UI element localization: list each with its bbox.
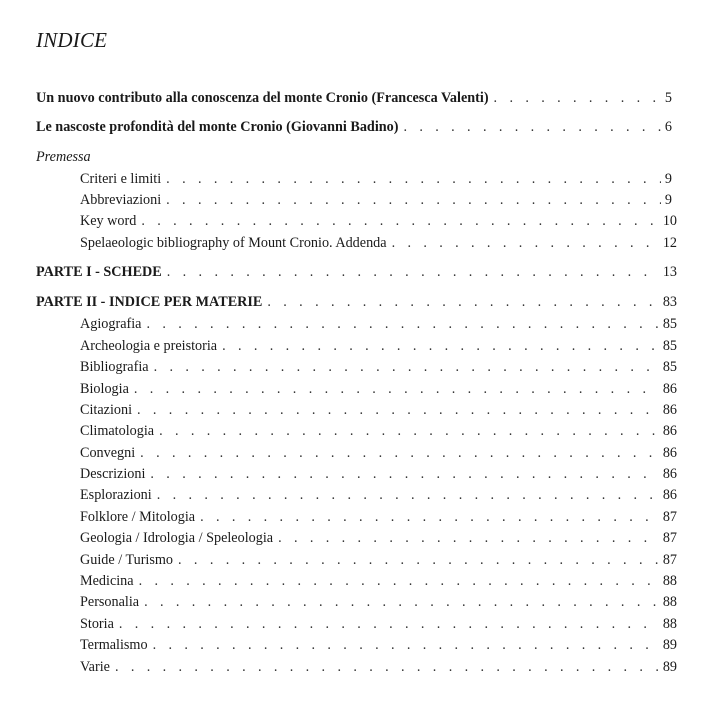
toc-entry: [36, 118, 672, 136]
toc-entry-label: PARTE II - INDICE PER MATERIE: [36, 294, 263, 310]
toc-entry-page: 5: [664, 90, 672, 106]
toc-subentry: [80, 444, 677, 462]
toc-entry-label: Guide / Turismo: [80, 552, 174, 568]
toc-subentry: [80, 422, 677, 440]
toc-entry-page: 9: [664, 171, 672, 187]
toc-entry-page: 13: [662, 264, 677, 280]
dot-leader: [154, 358, 659, 376]
toc-entry-label: Biologia: [80, 381, 129, 397]
dot-leader: [166, 191, 661, 209]
toc-subentry: [80, 380, 677, 398]
toc-entry-page: 83: [662, 294, 677, 310]
toc-entry-page: 12: [662, 235, 677, 251]
toc-entry-page: 89: [662, 659, 677, 675]
toc-entry-page: 9: [664, 192, 672, 208]
premessa-heading: Premessa: [36, 149, 91, 165]
dot-leader: [146, 315, 658, 333]
toc-entry-label: Spelaeologic bibliography of Mount Cronio. Addenda: [80, 235, 387, 251]
toc-entry-page: 87: [662, 530, 677, 546]
toc-entry-label: Citazioni: [80, 402, 133, 418]
dot-leader: [278, 529, 659, 547]
toc-entry-label: Varie: [80, 659, 110, 675]
toc-entry-label: Key word: [80, 213, 137, 229]
dot-leader: [267, 293, 658, 311]
toc-entry: [36, 293, 677, 311]
toc-entry-label: Un nuovo contributo alla conoscenza del monte Cronio (Francesca Valenti): [36, 90, 489, 106]
dot-leader: [494, 89, 661, 107]
toc-entry-page: 86: [662, 423, 677, 439]
toc-entry-page: 86: [662, 381, 677, 397]
toc-entry-label: Archeologia e preistoria: [80, 338, 218, 354]
toc-subentry: [80, 593, 677, 611]
toc-entry-page: 86: [662, 466, 677, 482]
toc-entry-label: Descrizioni: [80, 466, 146, 482]
toc-subentry: [80, 212, 677, 230]
toc-entry-label: Folklore / Mitologia: [80, 509, 196, 525]
dot-leader: [139, 572, 659, 590]
toc-entry-label: Termalismo: [80, 637, 148, 653]
toc-entry-page: 10: [662, 213, 677, 229]
dot-leader: [150, 465, 658, 483]
toc-entry-label: PARTE I - SCHEDE: [36, 264, 162, 280]
toc-subentry: [80, 508, 677, 526]
toc-entry-page: 85: [662, 316, 677, 332]
toc-entry-label: Criteri e limiti: [80, 171, 162, 187]
dot-leader: [200, 508, 659, 526]
dot-leader: [178, 551, 659, 569]
toc-entry-label: Personalia: [80, 594, 140, 610]
toc-entry-page: 88: [662, 616, 677, 632]
toc-entry-label: Storia: [80, 616, 114, 632]
page-title: INDICE: [36, 28, 108, 52]
toc-subentry: [80, 572, 677, 590]
toc-subentry: [80, 486, 677, 504]
dot-leader: [167, 263, 659, 281]
toc-entry-label: Geologia / Idrologia / Speleologia: [80, 530, 274, 546]
toc-entry-page: 89: [662, 637, 677, 653]
toc-subentry: [80, 191, 672, 209]
dot-leader: [140, 444, 659, 462]
dot-leader: [166, 170, 661, 188]
toc-entry-page: 86: [662, 487, 677, 503]
toc-entry-page: 87: [662, 552, 677, 568]
toc-entry-label: Climatologia: [80, 423, 155, 439]
toc-subentry: [80, 636, 677, 654]
dot-leader: [392, 234, 659, 252]
dot-leader: [119, 615, 659, 633]
dot-leader: [141, 212, 658, 230]
toc-subentry: [80, 465, 677, 483]
toc-entry-page: 87: [662, 509, 677, 525]
toc-entry-label: Bibliografia: [80, 359, 149, 375]
toc-entry-page: 88: [662, 573, 677, 589]
toc-entry-page: 86: [662, 445, 677, 461]
toc-subentry: [80, 358, 677, 376]
toc-subentry: [80, 658, 677, 676]
toc-entry-label: Esplorazioni: [80, 487, 152, 503]
toc-entry: [36, 263, 677, 281]
dot-leader: [144, 593, 659, 611]
dot-leader: [159, 422, 659, 440]
dot-leader: [157, 486, 659, 504]
toc-entry: [36, 89, 672, 107]
toc-subentry: [80, 551, 677, 569]
toc-entry-label: Agiografia: [80, 316, 142, 332]
toc-subentry: [80, 234, 677, 252]
toc-entry-label: Le nascoste profondità del monte Cronio (Giovanni Badino): [36, 119, 399, 135]
toc-entry-label: Convegni: [80, 445, 136, 461]
toc-subentry: [80, 529, 677, 547]
toc-entry-page: 6: [664, 119, 672, 135]
toc-entry-label: Abbreviazioni: [80, 192, 162, 208]
toc-entry-page: 85: [662, 359, 677, 375]
toc-entry-label: Medicina: [80, 573, 134, 589]
toc-entry-page: 85: [662, 338, 677, 354]
toc-subentry: [80, 315, 677, 333]
toc-subentry: [80, 615, 677, 633]
toc-subentry: [80, 337, 677, 355]
toc-subentry: [80, 170, 672, 188]
toc-subentry: [80, 401, 677, 419]
dot-leader: [153, 636, 659, 654]
dot-leader: [115, 658, 659, 676]
dot-leader: [403, 118, 660, 136]
toc-entry-page: 86: [662, 402, 677, 418]
toc-entry-page: 88: [662, 594, 677, 610]
dot-leader: [137, 401, 659, 419]
dot-leader: [222, 337, 659, 355]
dot-leader: [134, 380, 659, 398]
